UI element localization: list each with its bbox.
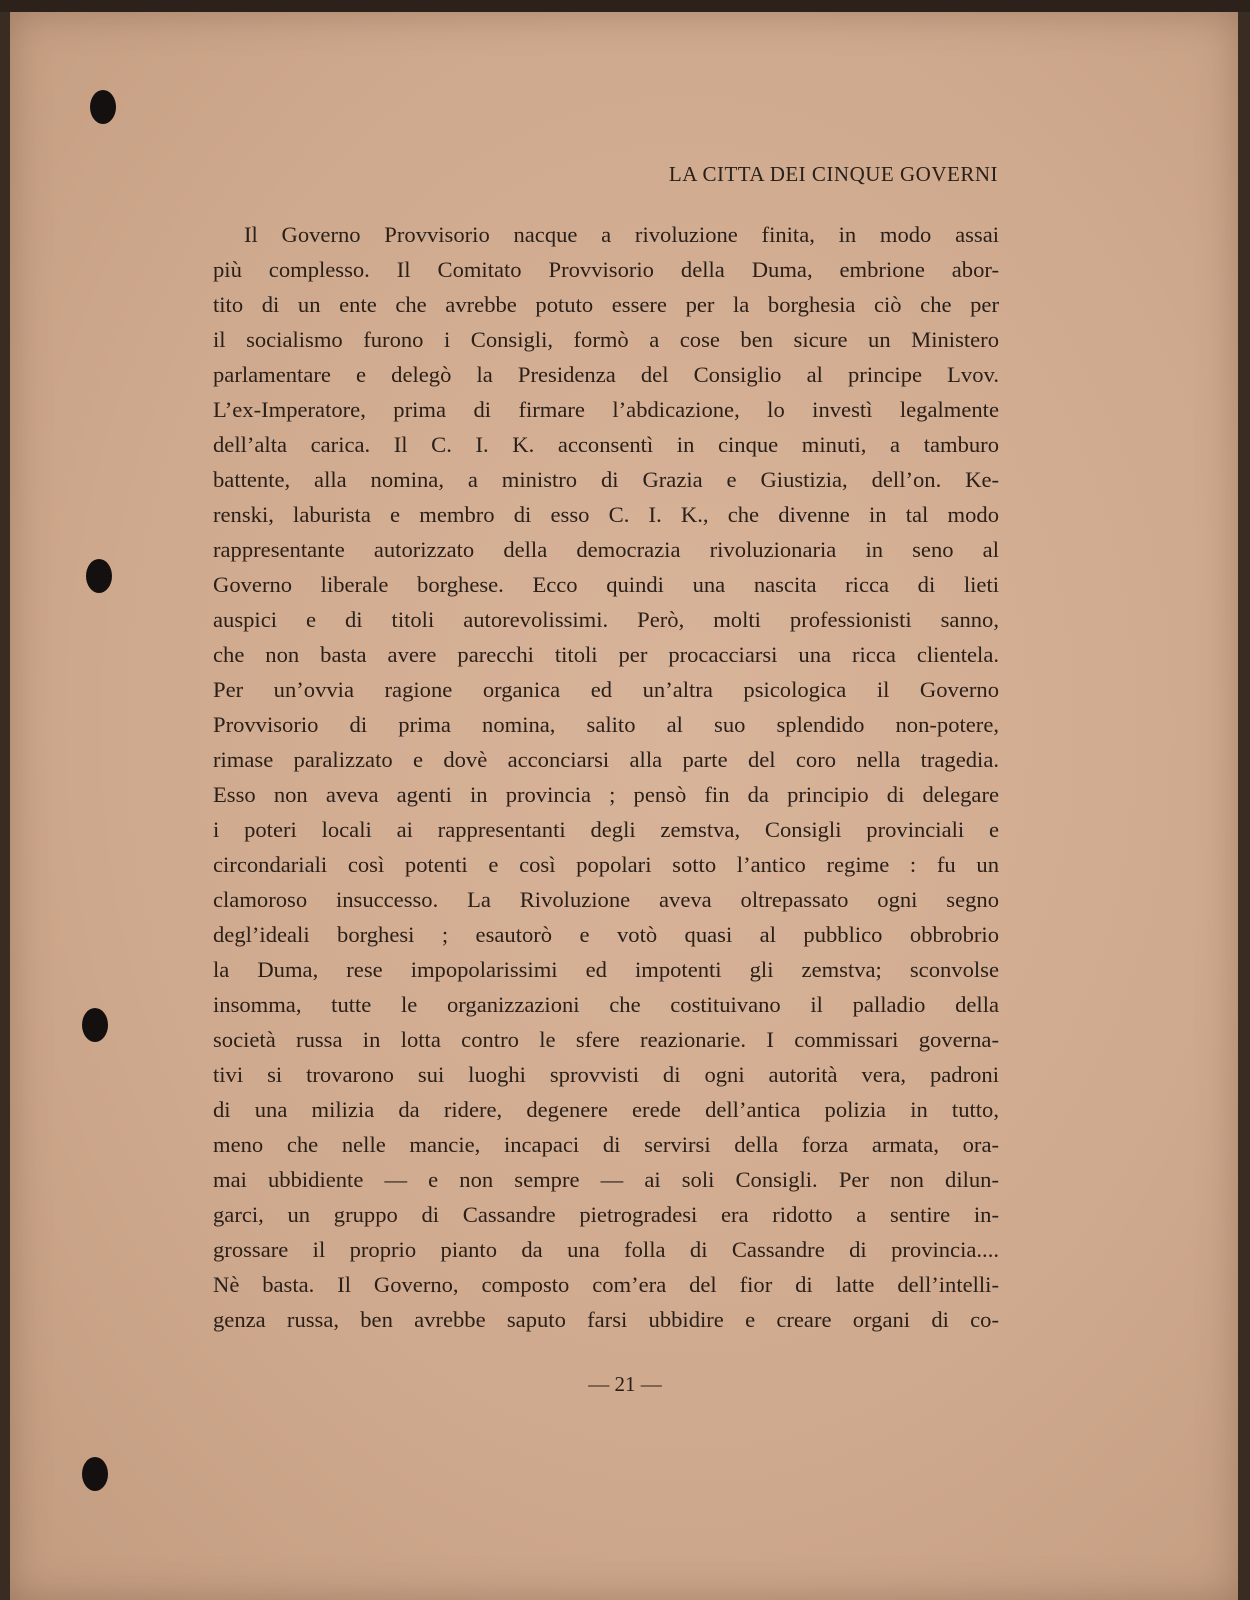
text-line: Governo liberale borghese. Ecco quindi una nascita ricca di lieti (213, 572, 999, 597)
text-line: meno che nelle mancie, incapaci di servirsi della forza armata, ora- (213, 1132, 999, 1157)
text-line: tito di un ente che avrebbe potuto essere per la borghesia ciò che per (213, 292, 999, 317)
text-line: genza russa, ben avrebbe saputo farsi ubbidire e creare organi di co- (213, 1307, 999, 1332)
text-line: clamoroso insuccesso. La Rivoluzione aveva oltrepassato ogni segno (213, 887, 999, 912)
text-line: tivi si trovarono sui luoghi sprovvisti di ogni autorità vera, padroni (213, 1062, 999, 1087)
text-line: Nè basta. Il Governo, composto com’era del fior di latte dell’intelli- (213, 1272, 999, 1297)
text-line: battente, alla nomina, a ministro di Grazia e Giustizia, dell’on. Ke- (213, 467, 999, 492)
text-line: che non basta avere parecchi titoli per procacciarsi una ricca clientela. (213, 642, 999, 667)
text-line: circondariali così potenti e così popolari sotto l’antico regime : fu un (213, 852, 999, 877)
text-line: di una milizia da ridere, degenere erede dell’antica polizia in tutto, (213, 1097, 999, 1122)
text-line: insomma, tutte le organizzazioni che costituivano il palladio della (213, 992, 999, 1017)
text-line: L’ex-Imperatore, prima di firmare l’abdicazione, lo investì legalmente (213, 397, 999, 422)
punch-hole-bottom (82, 1457, 108, 1491)
text-line: rimase paralizzato e dovè acconciarsi alla parte del coro nella tragedia. (213, 747, 999, 772)
body-text (213, 217, 999, 1337)
text-line: Esso non aveva agenti in provincia ; pensò fin da principio di delegare (213, 782, 999, 807)
text-line: i poteri locali ai rappresentanti degli zemstva, Consigli provinciali e (213, 817, 999, 842)
running-header: LA CITTA DEI CINQUE GOVERNI (668, 162, 998, 186)
text-line: rappresentante autorizzato della democrazia rivoluzionaria in seno al (213, 537, 999, 562)
page-number: — 21 — (588, 1372, 662, 1396)
text-line: auspici e di titoli autorevolissimi. Però, molti professionisti sanno, (213, 607, 999, 632)
text-line: dell’alta carica. Il C. I. K. acconsentì in cinque minuti, a tamburo (213, 432, 999, 457)
page-top-edge (0, 0, 1250, 12)
text-line: il socialismo furono i Consigli, formò a cose ben sicure un Ministero (213, 327, 999, 352)
text-line: Il Governo Provvisorio nacque a rivoluzione finita, in modo assai (244, 222, 999, 247)
text-line: garci, un gruppo di Cassandre pietrogradesi era ridotto a sentire in- (213, 1202, 999, 1227)
text-line: renski, laburista e membro di esso C. I. K., che divenne in tal modo (213, 502, 999, 527)
text-line: più complesso. Il Comitato Provvisorio della Duma, embrione abor- (213, 257, 999, 282)
text-line: società russa in lotta contro le sfere reazionarie. I commissari governa- (213, 1027, 999, 1052)
punch-hole-top (90, 90, 116, 124)
text-line: mai ubbidiente — e non sempre — ai soli Consigli. Per non dilun- (213, 1167, 999, 1192)
text-line: parlamentare e delegò la Presidenza del Consiglio al principe Lvov. (213, 362, 999, 387)
scanned-page (10, 12, 1238, 1600)
punch-hole-lower-middle (82, 1008, 108, 1042)
text-line: grossare il proprio pianto da una folla di Cassandre di provincia.... (213, 1237, 999, 1262)
punch-hole-upper-middle (86, 559, 112, 593)
text-line: la Duma, rese impopolarissimi ed impotenti gli zemstva; sconvolse (213, 957, 999, 982)
text-line: degl’ideali borghesi ; esautorò e votò quasi al pubblico obbrobrio (213, 922, 999, 947)
text-line: Provvisorio di prima nomina, salito al suo splendido non-potere, (213, 712, 999, 737)
text-line: Per un’ovvia ragione organica ed un’altra psicologica il Governo (213, 677, 999, 702)
